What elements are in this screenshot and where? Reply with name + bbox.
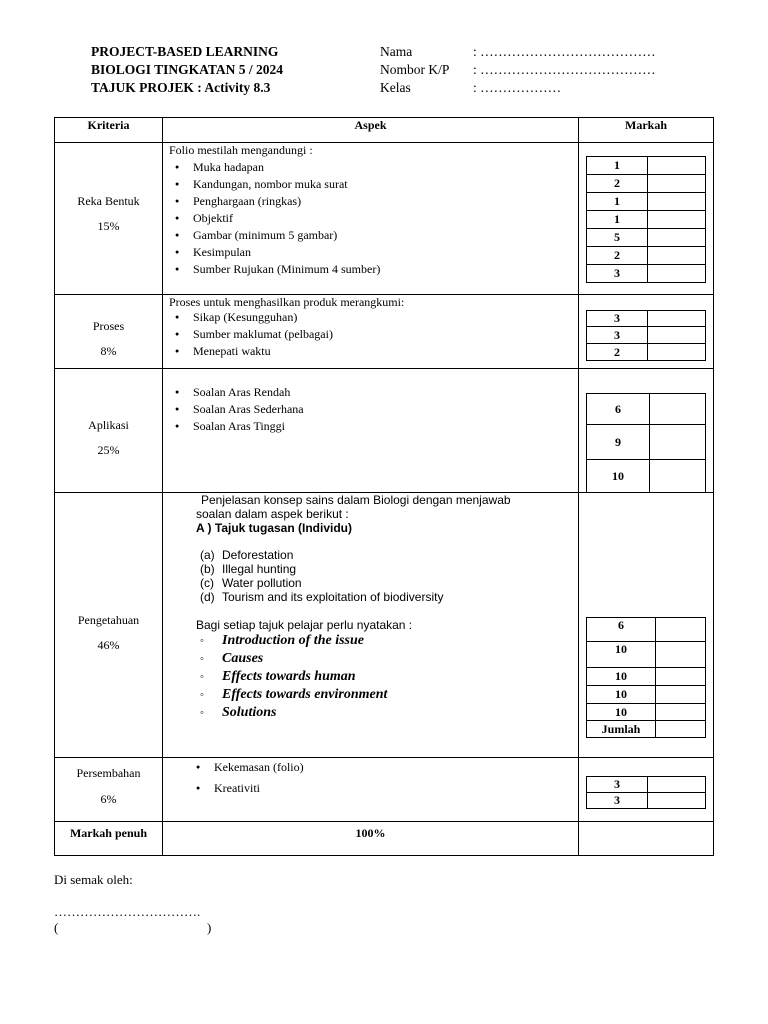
criteria-percent: 8% [100, 344, 117, 358]
mark-value: 10 [587, 704, 656, 721]
score-cell[interactable] [648, 327, 706, 344]
table-divider-2 [578, 117, 579, 856]
checked-by-label: Di semak oleh: [54, 872, 133, 887]
list-item [200, 590, 443, 604]
mark-value: 3 [587, 327, 648, 344]
list-text: Tourism and its exploitation of biodiversity [222, 590, 444, 604]
score-cell[interactable] [648, 247, 706, 265]
mark-value: 5 [587, 229, 648, 247]
criteria-name: Reka Bentuk [77, 194, 140, 208]
score-cell[interactable] [656, 704, 706, 721]
criteria-percent: 46% [97, 638, 120, 652]
score-cell[interactable] [648, 193, 706, 211]
mark-value: 2 [587, 175, 648, 193]
mark-value: 6 [587, 618, 656, 642]
marks-table-persembahan [586, 776, 706, 809]
circle-bullet-icon: ◦ [200, 635, 204, 647]
score-cell[interactable] [656, 642, 706, 668]
score-cell[interactable] [650, 460, 706, 493]
list-item [200, 576, 443, 590]
list-item: ● Sumber Rujukan (Minimum 4 sumber) [169, 261, 380, 278]
criteria-name: Aplikasi [88, 418, 129, 432]
criteria-name: Persembahan [76, 766, 141, 780]
mark-value: 10 [587, 460, 650, 493]
criteria-reka-bentuk [55, 193, 162, 234]
subheading: A ) Tajuk tugasan (Individu) [196, 521, 352, 535]
score-cell[interactable] [648, 157, 706, 175]
mark-value: 10 [587, 668, 656, 686]
score-cell[interactable] [650, 425, 706, 460]
field-label-kelas: Kelas [380, 80, 411, 95]
criteria-pengetahuan [55, 612, 162, 653]
list-item: ● Sikap (Kesungguhan) [169, 309, 333, 326]
criteria-percent: 25% [97, 443, 120, 457]
criteria-name: Proses [92, 319, 125, 333]
circle-bullet-icon: ◦ [200, 653, 204, 665]
list-item: ● Kesimpulan [169, 244, 380, 261]
list-item: ● Objektif [169, 210, 380, 227]
mark-value: 1 [587, 157, 648, 175]
required-points-list [196, 632, 387, 722]
score-cell[interactable] [656, 686, 706, 704]
field-label-nombor-kp: Nombor K/P [380, 62, 450, 77]
list-item [196, 650, 387, 668]
marks-table-reka-bentuk [586, 156, 706, 283]
list-item [200, 562, 443, 576]
aspect-list-proses [169, 309, 333, 360]
name-paren-close: ) [207, 920, 212, 935]
field-label-nama: Nama [380, 44, 413, 59]
score-cell[interactable] [648, 777, 706, 793]
list-item: ● Sumber maklumat (pelbagai) [169, 326, 333, 343]
row-divider [54, 142, 714, 143]
score-cell[interactable] [648, 265, 706, 283]
score-cell[interactable] [650, 394, 706, 425]
score-cell[interactable] [648, 175, 706, 193]
circle-bullet-icon: ◦ [200, 707, 204, 719]
field-value-nama[interactable]: : ………………………………… [473, 44, 656, 59]
mark-value: 3 [587, 793, 648, 809]
score-cell[interactable] [656, 618, 706, 642]
list-item: ● Gambar (minimum 5 gambar) [169, 227, 380, 244]
list-letter: (c) [200, 576, 214, 590]
markah-penuh-value: 100% [355, 826, 386, 840]
marks-table-proses [586, 310, 706, 361]
total-score-cell[interactable] [656, 721, 706, 738]
criteria-proses [55, 318, 162, 359]
marks-table-pengetahuan [586, 617, 706, 738]
list-text: Water pollution [222, 576, 302, 590]
score-cell[interactable] [648, 229, 706, 247]
mark-value: 3 [587, 311, 648, 327]
markah-penuh-label: Markah penuh [69, 826, 148, 840]
circle-bullet-icon: ◦ [200, 689, 204, 701]
list-item: ● Soalan Aras Sederhana [169, 401, 304, 418]
score-cell[interactable] [648, 211, 706, 229]
mark-value: 9 [587, 425, 650, 460]
list-text: Effects towards human [222, 669, 356, 684]
list-item: ● Soalan Aras Rendah [169, 384, 304, 401]
list-text: Effects towards environment [222, 687, 388, 702]
criteria-percent: 6% [100, 792, 117, 806]
header-title-line-3: TAJUK PROJEK : Activity 8.3 [91, 80, 271, 95]
instruction-text: Bagi setiap tajuk pelajar perlu nyatakan : [196, 618, 413, 632]
mark-value: 10 [587, 642, 656, 668]
header-title-line-2: BIOLOGI TINGKATAN 5 / 2024 [91, 62, 284, 77]
criteria-aplikasi [55, 417, 162, 458]
final-score-cell[interactable] [579, 822, 713, 855]
mark-value: 2 [587, 344, 648, 361]
row-divider [54, 368, 714, 369]
list-item [196, 668, 387, 686]
criteria-percent: 15% [97, 219, 120, 233]
aspect-list-reka-bentuk [169, 159, 380, 278]
aspect-intro: Proses untuk menghasilkan produk merangkumi: [169, 295, 405, 309]
table-border-bottom [54, 855, 714, 856]
mark-value: 10 [587, 686, 656, 704]
criteria-name: Pengetahuan [77, 613, 140, 627]
list-letter: (d) [200, 590, 215, 604]
score-cell[interactable] [648, 793, 706, 809]
mark-value: 6 [587, 394, 650, 425]
signature-line[interactable]: ……………………………. [54, 904, 201, 919]
list-item: ● Kandungan, nombor muka surat [169, 176, 380, 193]
list-text: Causes [222, 651, 264, 666]
aspect-intro: Folio mestilah mengandungi : [169, 143, 313, 157]
list-item: ● Soalan Aras Tinggi [169, 418, 304, 435]
total-label: Jumlah [587, 721, 656, 738]
score-cell[interactable] [648, 311, 706, 327]
topic-list [200, 548, 443, 604]
aspect-list-aplikasi [169, 384, 304, 435]
aspect-intro-line-2: soalan dalam aspek berikut : [196, 507, 349, 521]
list-item [196, 704, 387, 722]
table-divider-1 [162, 117, 163, 856]
header-title-line-1: PROJECT-BASED LEARNING [91, 44, 279, 59]
list-letter: (a) [200, 548, 215, 562]
list-text: Illegal hunting [222, 562, 297, 576]
mark-value: 3 [587, 777, 648, 793]
field-value-nombor-kp[interactable]: : ………………………………… [473, 62, 656, 77]
marks-table-aplikasi [586, 393, 706, 493]
field-value-kelas[interactable]: : ……………… [473, 80, 562, 95]
row-divider [54, 757, 714, 758]
list-text: Deforestation [222, 548, 294, 562]
list-item: ● Kekemasan (folio) [190, 759, 304, 776]
score-cell[interactable] [656, 668, 706, 686]
column-header-aspek: Aspek [354, 118, 387, 132]
list-text: Introduction of the issue [222, 633, 364, 648]
score-cell[interactable] [648, 344, 706, 361]
aspect-intro-line-1: Penjelasan konsep sains dalam Biologi dengan menjawab [201, 493, 511, 507]
list-item [196, 632, 387, 650]
mark-value: 2 [587, 247, 648, 265]
column-header-markah: Markah [625, 118, 667, 132]
list-text: Solutions [222, 705, 277, 720]
list-item: ● Menepati waktu [169, 343, 333, 360]
list-item [196, 686, 387, 704]
aspect-list-persembahan [190, 759, 304, 797]
list-item: ● Muka hadapan [169, 159, 380, 176]
list-letter: (b) [200, 562, 215, 576]
column-header-kriteria: Kriteria [87, 118, 130, 132]
name-paren-open: ( [54, 920, 59, 935]
mark-value: 3 [587, 265, 648, 283]
list-item [200, 548, 443, 562]
list-item: ● Penghargaan (ringkas) [169, 193, 380, 210]
criteria-persembahan [55, 765, 162, 807]
table-border-right [713, 117, 714, 856]
mark-value: 1 [587, 193, 648, 211]
circle-bullet-icon: ◦ [200, 671, 204, 683]
list-item: ● Kreativiti [190, 780, 304, 797]
mark-value: 1 [587, 211, 648, 229]
